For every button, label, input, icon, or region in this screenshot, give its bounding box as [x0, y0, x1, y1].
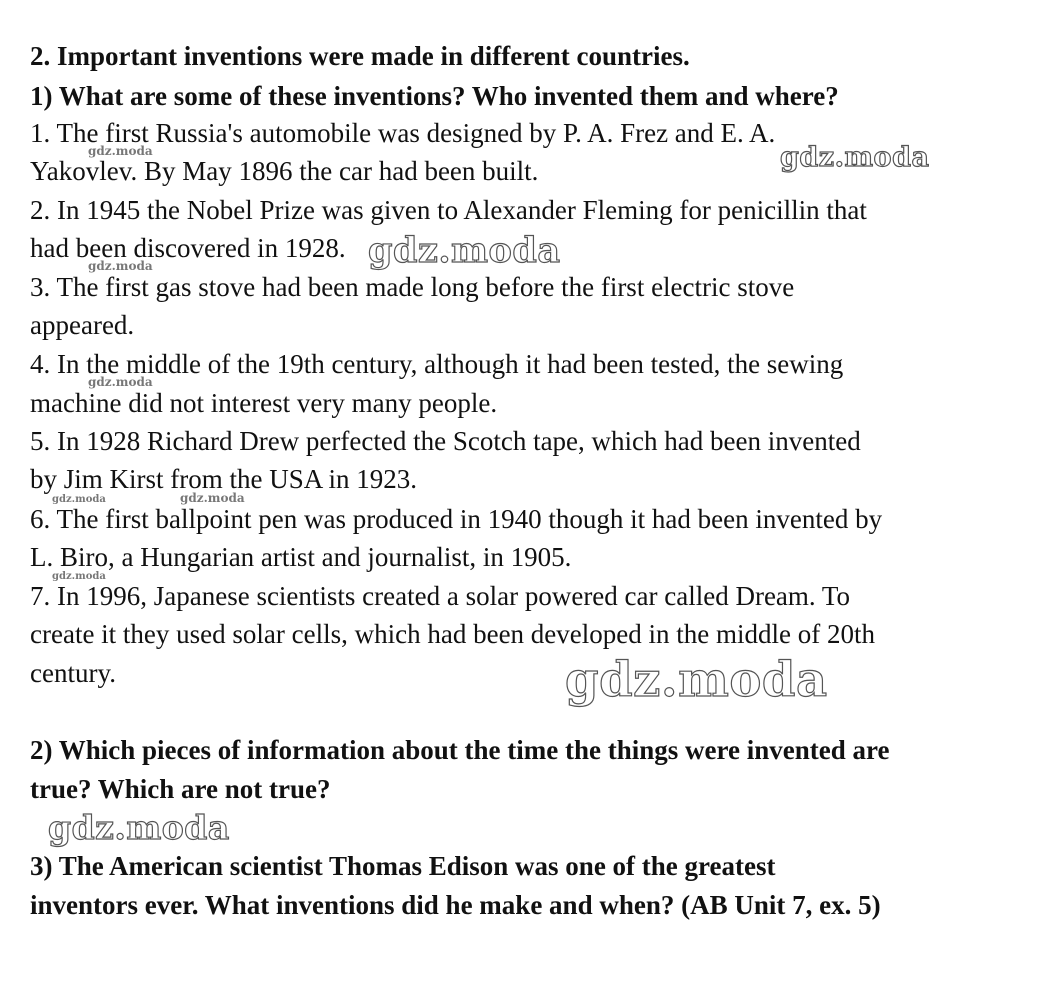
item-4-line-1: 4. In the middle of the 19th century, although it had been tested, the sewing [30, 349, 844, 379]
watermark-logo: gdz.moda [48, 808, 230, 847]
item-2-line-2: had been discovered in 1928. [30, 233, 346, 263]
item-3-line-1: 3. The first gas stove had been made long before the first electric stove [30, 272, 795, 302]
question-2-line-2: true? Which are not true? [30, 774, 331, 804]
question-2-line-1: 2) Which pieces of information about the time the things were invented are [30, 735, 890, 765]
question-3-line-1: 3) The American scientist Thomas Edison was one of the greatest [30, 851, 776, 881]
item-3-line-2: appeared. [30, 310, 135, 340]
item-7-line-2: create it they used solar cells, which had been developed in the middle of 20th [30, 619, 875, 649]
watermark-logo: gdz.moda [368, 230, 561, 271]
watermark-small: gdz.moda [88, 144, 153, 158]
item-6-line-1: 6. The first ballpoint pen was produced in 1940 though it had been invented by [30, 504, 883, 534]
question-1: 1) What are some of these inventions? Who invented them and where? [30, 81, 839, 111]
item-7-line-1: 7. In 1996, Japanese scientists created a solar powered car called Dream. To [30, 581, 851, 611]
question-3-line-2: inventors ever. What inventions did he make and when? (AB Unit 7, ex. 5) [30, 890, 881, 920]
watermark-small: gdz.moda [88, 375, 153, 389]
item-5-line-2: by Jim Kirst from the USA in 1923. [30, 464, 418, 494]
watermark-small: gdz.moda [52, 494, 106, 505]
item-2-line-1: 2. In 1945 the Nobel Prize was given to Alexander Fleming for penicillin that [30, 195, 867, 225]
item-1-line-2: Yakovlev. By May 1896 the car had been built. [30, 156, 539, 186]
exercise-heading: 2. Important inventions were made in different countries. [30, 41, 690, 71]
item-5-line-1: 5. In 1928 Richard Drew perfected the Scotch tape, which had been invented [30, 426, 861, 456]
watermark-logo: gdz.moda [780, 142, 930, 173]
watermark-small: gdz.moda [180, 491, 245, 505]
watermark-small: gdz.moda [88, 259, 153, 273]
item-7-line-3: century. [30, 658, 116, 688]
watermark-small: gdz.moda [52, 571, 106, 582]
watermark-logo: gdz.moda [565, 652, 828, 708]
item-4-line-2: machine did not interest very many people. [30, 388, 498, 418]
item-6-line-2: L. Biro, a Hungarian artist and journalist, in 1905. [30, 542, 572, 572]
item-1-line-1: 1. The first Russia's automobile was designed by P. A. Frez and E. A. [30, 118, 776, 148]
